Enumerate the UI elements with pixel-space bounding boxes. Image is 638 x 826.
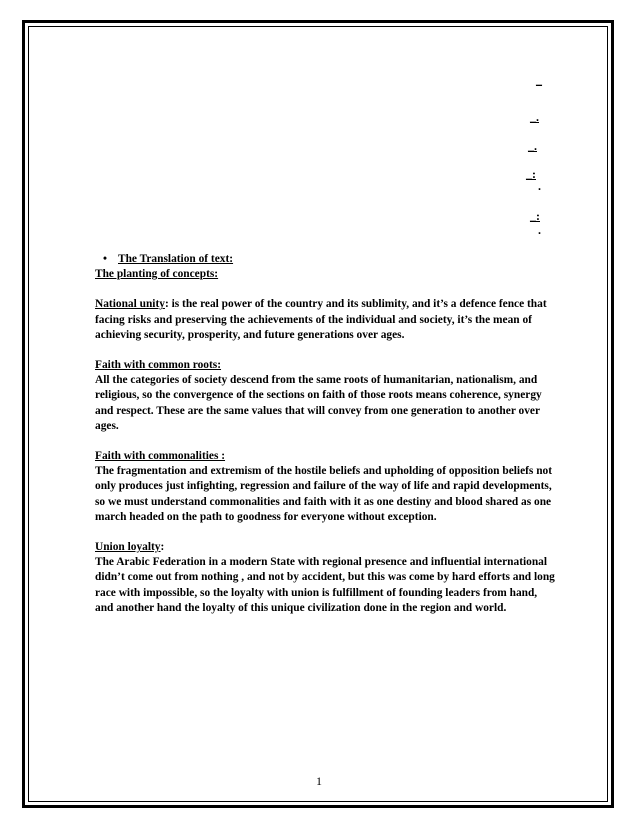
section-title: Faith with common roots: [95, 359, 222, 372]
section-title: Union loyalty [95, 541, 161, 554]
mark-6: _: [530, 209, 540, 223]
mark-4: _: [526, 167, 536, 181]
section-union-loyalty-heading [95, 540, 555, 555]
section-title: National unity [95, 298, 165, 311]
right-aligned-marks [500, 74, 550, 244]
bullet-icon: • [103, 253, 107, 265]
section-title-suffix: : [160, 541, 165, 554]
section-title-suffix: : [164, 298, 169, 311]
bullet-heading-text: The Translation of text: [118, 253, 234, 265]
section-national-unity [95, 297, 555, 343]
section-body: The Arabic Federation in a modern State with regional presence and influential international didn’t come out from nothing , and not by accident, but this was come by hard efforts and long race with impossible, so the loyalty with union is fulfillment of founding leaders from hand, and another hand the loyalty of this unique civilization done in the region and world. [95, 556, 555, 614]
section-body: is the real power of the country and its sublimity, and it’s a defence fence that facing risks and preserving the achievements of the individual and society, it’s the mean of achieving security, prosperity, and future generations over ages. [95, 298, 547, 341]
section-body: All the categories of society descend from the same roots of humanitarian, nationalism, and religious, so the convergence of the sections on faith of those roots means coherence, synergy and respect. These are the same values that will convey from one generation to another over ages. [95, 374, 542, 432]
document-body [95, 252, 555, 616]
section-body: The fragmentation and extremism of the hostile beliefs and upholding of opposition beliefs not only produces just infighting, regression and failure of the way of life and rapid developments, so we must understand commonalities and faith with it as one destiny and blood shared as one march headed on the path to goodness for everyone without exception. [95, 465, 553, 523]
mark-7: . [538, 223, 541, 237]
section-title: Faith with commonalities : [95, 450, 226, 463]
mark-5: . [538, 179, 541, 193]
mark-1: _ [536, 73, 542, 87]
mark-3: _. [528, 139, 537, 153]
page-number: 1 [316, 774, 322, 788]
main-heading: The planting of concepts: [95, 268, 219, 281]
mark-2: _. [530, 110, 539, 124]
bullet-heading [95, 252, 555, 267]
